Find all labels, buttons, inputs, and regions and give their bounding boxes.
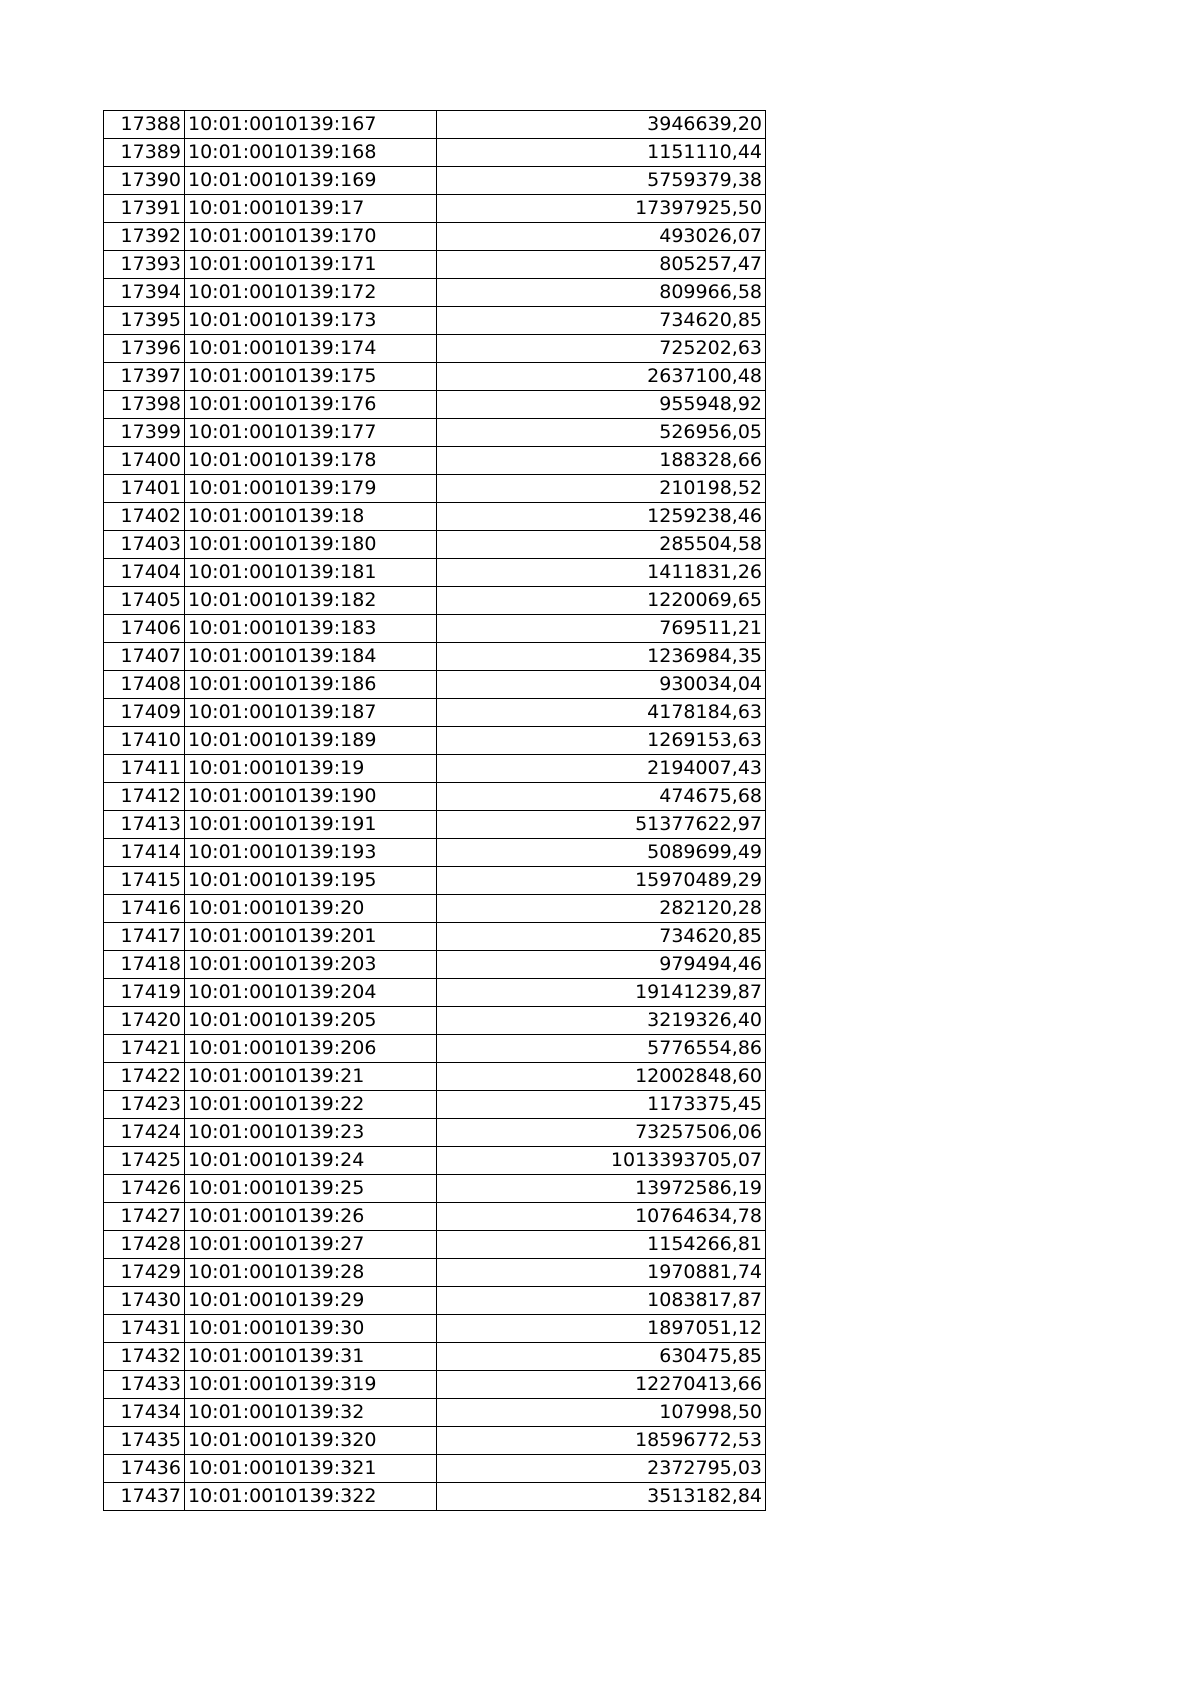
- row-number-cell: 17406: [104, 615, 185, 643]
- cadastral-number-cell: 10:01:0010139:193: [185, 839, 437, 867]
- value-cell: 282120,28: [437, 895, 766, 923]
- row-number-cell: 17421: [104, 1035, 185, 1063]
- cadastral-number-cell: 10:01:0010139:17: [185, 195, 437, 223]
- table-row: [104, 1007, 766, 1035]
- cadastral-number-cell: 10:01:0010139:27: [185, 1231, 437, 1259]
- value-cell: 5776554,86: [437, 1035, 766, 1063]
- row-number-cell: 17413: [104, 811, 185, 839]
- value-cell: 2637100,48: [437, 363, 766, 391]
- row-number-cell: 17397: [104, 363, 185, 391]
- table-row: [104, 531, 766, 559]
- table-row: [104, 755, 766, 783]
- value-cell: 1154266,81: [437, 1231, 766, 1259]
- row-number-cell: 17423: [104, 1091, 185, 1119]
- cadastral-number-cell: 10:01:0010139:175: [185, 363, 437, 391]
- value-cell: 734620,85: [437, 923, 766, 951]
- row-number-cell: 17395: [104, 307, 185, 335]
- table-row: [104, 1147, 766, 1175]
- cadastral-number-cell: 10:01:0010139:20: [185, 895, 437, 923]
- cadastral-number-cell: 10:01:0010139:319: [185, 1371, 437, 1399]
- table-row: [104, 1119, 766, 1147]
- cadastral-number-cell: 10:01:0010139:169: [185, 167, 437, 195]
- table-row: [104, 279, 766, 307]
- row-number-cell: 17420: [104, 1007, 185, 1035]
- value-cell: 769511,21: [437, 615, 766, 643]
- value-cell: 805257,47: [437, 251, 766, 279]
- table-row: [104, 391, 766, 419]
- cadastral-number-cell: 10:01:0010139:167: [185, 111, 437, 139]
- row-number-cell: 17432: [104, 1343, 185, 1371]
- cadastral-number-cell: 10:01:0010139:32: [185, 1399, 437, 1427]
- cadastral-number-cell: 10:01:0010139:23: [185, 1119, 437, 1147]
- table-row: [104, 1483, 766, 1511]
- cadastral-number-cell: 10:01:0010139:174: [185, 335, 437, 363]
- row-number-cell: 17429: [104, 1259, 185, 1287]
- cadastral-number-cell: 10:01:0010139:191: [185, 811, 437, 839]
- value-cell: 107998,50: [437, 1399, 766, 1427]
- row-number-cell: 17389: [104, 139, 185, 167]
- value-cell: 1220069,65: [437, 587, 766, 615]
- table-row: [104, 587, 766, 615]
- cadastral-number-cell: 10:01:0010139:195: [185, 867, 437, 895]
- row-number-cell: 17417: [104, 923, 185, 951]
- cadastral-number-cell: 10:01:0010139:172: [185, 279, 437, 307]
- value-cell: 725202,63: [437, 335, 766, 363]
- value-cell: 526956,05: [437, 419, 766, 447]
- table-row: [104, 559, 766, 587]
- cadastral-number-cell: 10:01:0010139:190: [185, 783, 437, 811]
- row-number-cell: 17408: [104, 671, 185, 699]
- value-cell: 17397925,50: [437, 195, 766, 223]
- table-row: [104, 1427, 766, 1455]
- row-number-cell: 17398: [104, 391, 185, 419]
- value-cell: 930034,04: [437, 671, 766, 699]
- value-cell: 210198,52: [437, 475, 766, 503]
- table-row: [104, 811, 766, 839]
- row-number-cell: 17418: [104, 951, 185, 979]
- value-cell: 19141239,87: [437, 979, 766, 1007]
- row-number-cell: 17390: [104, 167, 185, 195]
- table-row: [104, 643, 766, 671]
- cadastral-number-cell: 10:01:0010139:320: [185, 1427, 437, 1455]
- table-row: [104, 1259, 766, 1287]
- table-row: [104, 447, 766, 475]
- table-row: [104, 363, 766, 391]
- table-row: [104, 1091, 766, 1119]
- cadastral-number-cell: 10:01:0010139:206: [185, 1035, 437, 1063]
- table-row: [104, 1063, 766, 1091]
- value-cell: 474675,68: [437, 783, 766, 811]
- cadastral-number-cell: 10:01:0010139:180: [185, 531, 437, 559]
- cadastral-number-cell: 10:01:0010139:26: [185, 1203, 437, 1231]
- value-cell: 10764634,78: [437, 1203, 766, 1231]
- row-number-cell: 17436: [104, 1455, 185, 1483]
- value-cell: 12270413,66: [437, 1371, 766, 1399]
- value-cell: 3219326,40: [437, 1007, 766, 1035]
- cadastral-number-cell: 10:01:0010139:181: [185, 559, 437, 587]
- value-cell: 4178184,63: [437, 699, 766, 727]
- value-cell: 1259238,46: [437, 503, 766, 531]
- row-number-cell: 17396: [104, 335, 185, 363]
- cadastral-number-cell: 10:01:0010139:184: [185, 643, 437, 671]
- data-table: [103, 110, 766, 1511]
- table-row: [104, 1203, 766, 1231]
- cadastral-number-cell: 10:01:0010139:203: [185, 951, 437, 979]
- value-cell: 1013393705,07: [437, 1147, 766, 1175]
- cadastral-number-cell: 10:01:0010139:18: [185, 503, 437, 531]
- row-number-cell: 17434: [104, 1399, 185, 1427]
- value-cell: 2372795,03: [437, 1455, 766, 1483]
- row-number-cell: 17411: [104, 755, 185, 783]
- row-number-cell: 17433: [104, 1371, 185, 1399]
- value-cell: 5759379,38: [437, 167, 766, 195]
- cadastral-number-cell: 10:01:0010139:19: [185, 755, 437, 783]
- row-number-cell: 17402: [104, 503, 185, 531]
- value-cell: 493026,07: [437, 223, 766, 251]
- value-cell: 15970489,29: [437, 867, 766, 895]
- value-cell: 1236984,35: [437, 643, 766, 671]
- cadastral-number-cell: 10:01:0010139:189: [185, 727, 437, 755]
- table-row: [104, 307, 766, 335]
- row-number-cell: 17425: [104, 1147, 185, 1175]
- value-cell: 188328,66: [437, 447, 766, 475]
- row-number-cell: 17393: [104, 251, 185, 279]
- table-row: [104, 1399, 766, 1427]
- table-row: [104, 139, 766, 167]
- cadastral-number-cell: 10:01:0010139:187: [185, 699, 437, 727]
- table-row: [104, 167, 766, 195]
- row-number-cell: 17426: [104, 1175, 185, 1203]
- cadastral-number-cell: 10:01:0010139:170: [185, 223, 437, 251]
- value-cell: 3513182,84: [437, 1483, 766, 1511]
- row-number-cell: 17388: [104, 111, 185, 139]
- value-cell: 734620,85: [437, 307, 766, 335]
- table-row: [104, 1035, 766, 1063]
- row-number-cell: 17422: [104, 1063, 185, 1091]
- cadastral-number-cell: 10:01:0010139:176: [185, 391, 437, 419]
- cadastral-number-cell: 10:01:0010139:173: [185, 307, 437, 335]
- table-row: [104, 979, 766, 1007]
- cadastral-number-cell: 10:01:0010139:205: [185, 1007, 437, 1035]
- value-cell: 285504,58: [437, 531, 766, 559]
- row-number-cell: 17407: [104, 643, 185, 671]
- table-row: [104, 727, 766, 755]
- value-cell: 5089699,49: [437, 839, 766, 867]
- table-row: [104, 419, 766, 447]
- table-row: [104, 223, 766, 251]
- table-row: [104, 1371, 766, 1399]
- table-row: [104, 615, 766, 643]
- cadastral-number-cell: 10:01:0010139:22: [185, 1091, 437, 1119]
- value-cell: 1411831,26: [437, 559, 766, 587]
- row-number-cell: 17430: [104, 1287, 185, 1315]
- value-cell: 73257506,06: [437, 1119, 766, 1147]
- table-row: [104, 503, 766, 531]
- table-row: [104, 1287, 766, 1315]
- value-cell: 1173375,45: [437, 1091, 766, 1119]
- table-row: [104, 699, 766, 727]
- cadastral-number-cell: 10:01:0010139:322: [185, 1483, 437, 1511]
- value-cell: 1897051,12: [437, 1315, 766, 1343]
- cadastral-number-cell: 10:01:0010139:204: [185, 979, 437, 1007]
- cadastral-number-cell: 10:01:0010139:28: [185, 1259, 437, 1287]
- row-number-cell: 17415: [104, 867, 185, 895]
- value-cell: 1151110,44: [437, 139, 766, 167]
- cadastral-number-cell: 10:01:0010139:171: [185, 251, 437, 279]
- cadastral-number-cell: 10:01:0010139:178: [185, 447, 437, 475]
- value-cell: 1970881,74: [437, 1259, 766, 1287]
- cadastral-number-cell: 10:01:0010139:31: [185, 1343, 437, 1371]
- row-number-cell: 17419: [104, 979, 185, 1007]
- value-cell: 18596772,53: [437, 1427, 766, 1455]
- row-number-cell: 17400: [104, 447, 185, 475]
- cadastral-number-cell: 10:01:0010139:201: [185, 923, 437, 951]
- row-number-cell: 17391: [104, 195, 185, 223]
- value-cell: 13972586,19: [437, 1175, 766, 1203]
- table-row: [104, 783, 766, 811]
- row-number-cell: 17435: [104, 1427, 185, 1455]
- row-number-cell: 17414: [104, 839, 185, 867]
- cadastral-number-cell: 10:01:0010139:29: [185, 1287, 437, 1315]
- value-cell: 1269153,63: [437, 727, 766, 755]
- value-cell: 1083817,87: [437, 1287, 766, 1315]
- value-cell: 51377622,97: [437, 811, 766, 839]
- table-row: [104, 335, 766, 363]
- cadastral-number-cell: 10:01:0010139:30: [185, 1315, 437, 1343]
- row-number-cell: 17403: [104, 531, 185, 559]
- table-row: [104, 251, 766, 279]
- value-cell: 809966,58: [437, 279, 766, 307]
- cadastral-number-cell: 10:01:0010139:25: [185, 1175, 437, 1203]
- row-number-cell: 17416: [104, 895, 185, 923]
- row-number-cell: 17428: [104, 1231, 185, 1259]
- cadastral-number-cell: 10:01:0010139:179: [185, 475, 437, 503]
- row-number-cell: 17394: [104, 279, 185, 307]
- table-body: [104, 111, 766, 1511]
- table-row: [104, 1175, 766, 1203]
- table-row: [104, 671, 766, 699]
- cadastral-number-cell: 10:01:0010139:21: [185, 1063, 437, 1091]
- row-number-cell: 17412: [104, 783, 185, 811]
- value-cell: 979494,46: [437, 951, 766, 979]
- row-number-cell: 17437: [104, 1483, 185, 1511]
- row-number-cell: 17399: [104, 419, 185, 447]
- cadastral-number-cell: 10:01:0010139:186: [185, 671, 437, 699]
- row-number-cell: 17405: [104, 587, 185, 615]
- table-row: [104, 1343, 766, 1371]
- table-row: [104, 895, 766, 923]
- value-cell: 2194007,43: [437, 755, 766, 783]
- value-cell: 955948,92: [437, 391, 766, 419]
- row-number-cell: 17401: [104, 475, 185, 503]
- row-number-cell: 17409: [104, 699, 185, 727]
- row-number-cell: 17410: [104, 727, 185, 755]
- row-number-cell: 17392: [104, 223, 185, 251]
- row-number-cell: 17431: [104, 1315, 185, 1343]
- value-cell: 3946639,20: [437, 111, 766, 139]
- table-row: [104, 195, 766, 223]
- row-number-cell: 17427: [104, 1203, 185, 1231]
- table-row: [104, 839, 766, 867]
- table-row: [104, 1455, 766, 1483]
- cadastral-number-cell: 10:01:0010139:24: [185, 1147, 437, 1175]
- row-number-cell: 17424: [104, 1119, 185, 1147]
- table-row: [104, 951, 766, 979]
- cadastral-number-cell: 10:01:0010139:177: [185, 419, 437, 447]
- table-row: [104, 923, 766, 951]
- table-row: [104, 867, 766, 895]
- cadastral-number-cell: 10:01:0010139:168: [185, 139, 437, 167]
- cadastral-number-cell: 10:01:0010139:321: [185, 1455, 437, 1483]
- table-row: [104, 1231, 766, 1259]
- table-row: [104, 1315, 766, 1343]
- table-row: [104, 111, 766, 139]
- table-row: [104, 475, 766, 503]
- cadastral-number-cell: 10:01:0010139:183: [185, 615, 437, 643]
- value-cell: 630475,85: [437, 1343, 766, 1371]
- cadastral-number-cell: 10:01:0010139:182: [185, 587, 437, 615]
- value-cell: 12002848,60: [437, 1063, 766, 1091]
- row-number-cell: 17404: [104, 559, 185, 587]
